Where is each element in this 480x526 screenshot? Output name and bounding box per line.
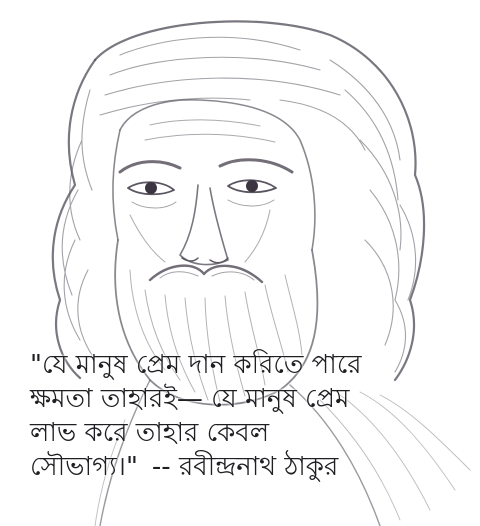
nose [180, 185, 228, 265]
quote-line-1: "যে মানুষ প্রেম দান করিতে পারে [30, 350, 362, 380]
quote-attribution: -- রবীন্দ্রনাথ ঠাকুর [151, 452, 339, 482]
face-outline [120, 100, 315, 250]
quote-text [30, 348, 470, 484]
quote-line-4-text: সৌভাগ্য।" [30, 452, 138, 482]
quote-line-4 [30, 450, 470, 484]
quote-line-2: ক্ষমতা তাহারই— যে মানুষ প্রেম [30, 384, 350, 414]
hair-outline [95, 21, 424, 380]
forehead-wrinkles [145, 120, 275, 142]
right-eyebrow [220, 160, 292, 172]
left-eyebrow [120, 162, 180, 172]
quote-line-3: লাভ করে তাহার কেবল [30, 418, 270, 448]
